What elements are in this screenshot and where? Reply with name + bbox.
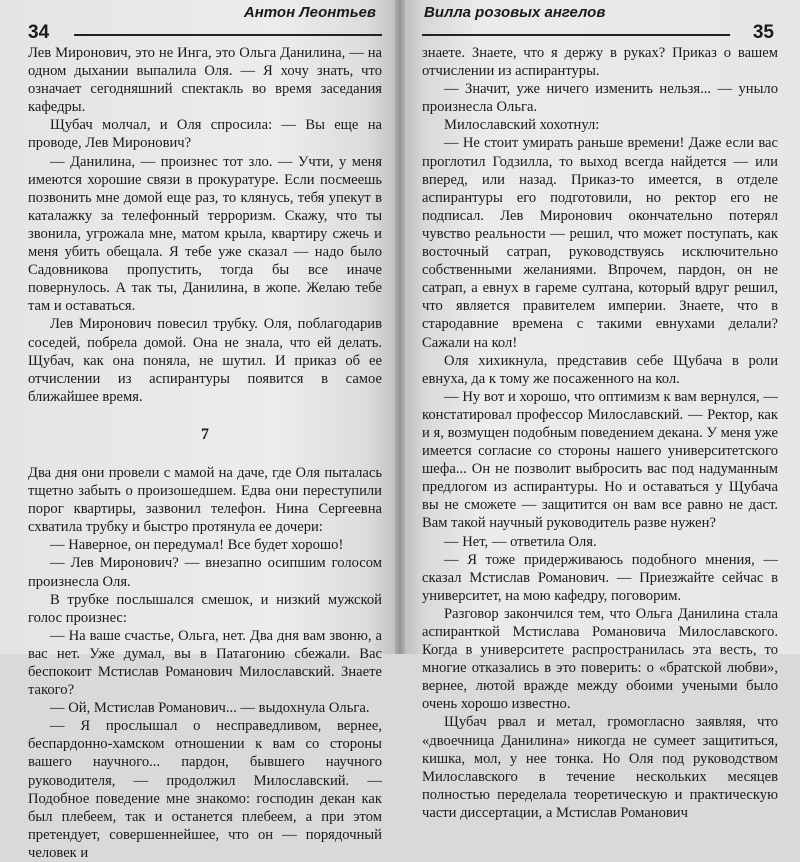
right-page-header bbox=[422, 0, 778, 44]
paragraph: — На ваше счастье, Ольга, нет. Два дня вам звоню, а вас нет. Уже думал, вы в Патагонию сбежали. Вас беспокоит Мстислав Романович Милославский. Знаете такого? bbox=[28, 627, 382, 699]
paragraph: — Значит, уже ничего изменить нельзя... — уныло произнесла Ольга. bbox=[422, 81, 778, 116]
paragraph: Щубач рвал и метал, громогласно заявляя, что «двоечница Данилина» никогда не сумеет защититься, кишка, мол, у нее тонка. Но Оля под руководством Милославского в течение нескольких месяцев полностью переделала теоретическую и практическую части диссертации, а Мстислав Романович bbox=[422, 714, 778, 821]
paragraph: В трубке послышался смешок, и низкий мужской голос произнес: bbox=[28, 591, 382, 626]
left-page bbox=[0, 0, 400, 861]
book-gutter bbox=[395, 0, 405, 654]
paragraph: знаете. Знаете, что я держу в руках? Приказ о вашем отчислении из аспирантуры. bbox=[422, 45, 778, 80]
running-head: Антон Леонтьев bbox=[243, 4, 376, 21]
paragraph: Разговор закончился тем, что Ольга Данилина стала аспиранткой Мстислава Романовича Милославского. Когда в университете распространилась эта весть, то многие отказались в это поверить: о «братской любви», вернее, лютой вражде между обоими учеными было очень хорошо известно. bbox=[422, 605, 778, 713]
paragraph: — Ну вот и хорошо, что оптимизм к вам вернулся, — констатировал профессор Милославский. — Ректор, как и я, возмущен подобным поведением декана. У меня уже имеется согласие со стороны нашего университетского шефа... Он не позволит выбросить вас под надуманным предлогом из аспирантуры. Но и оставаться у Щубача вы не сможете — защитится он вам все равно не даст. Вам такой научный руководитель разве нужен? bbox=[422, 388, 778, 532]
paragraph: — Ой, Мстислав Романович... — выдохнула Ольга. bbox=[50, 700, 370, 717]
paragraph: Оля хихикнула, представив себе Щубача в роли евнуха, да к тому же посаженного на кол. bbox=[422, 352, 778, 387]
left-page-header bbox=[28, 0, 382, 44]
paragraph: — Наверное, он передумал! Все будет хорошо! bbox=[50, 537, 344, 554]
paragraph: Милославский хохотнул: bbox=[444, 117, 600, 134]
paragraph: — Не стоит умирать раньше времени! Даже если вас проглотил Годзилла, то выход всегда найдется — или вперед, или назад. Приказ-то имеется, в отделе аспирантуры его подготовили, но ректор его не подписал. Лев Миронович окончательно потерял чувство реальности — решил, что может поступать, как восточный сатрап, руководствуясь исключительно собственными желаниями. Впрочем, пардон, он не сатрап, а евнух в гареме султана, который вдруг решил, что является правителем империи. Знаете, что в стародавние времена с такими евнухами делали? Сажали на кол! bbox=[422, 135, 778, 351]
right-page bbox=[400, 0, 800, 821]
header-rule bbox=[74, 34, 382, 36]
paragraph: — Данилина, — произнес тот зло. — Учти, у меня имеются хорошие связи в прокуратуре. Если посмеешь позвонить мне домой еще раз, то клянусь, тебя упекут в каталажку за телефонный терроризм. Скажу, что ты звонила, угрожала мне, матом крыла, квартиру сжечь и меня убить обещала. Я тебе уже сказал — надо было Садовникова пропустить, тогда бы все иначе повернулось. А так ты, Данилина, в жопе. Желаю тебе там и оставаться. bbox=[28, 153, 382, 315]
paragraph: — Нет, — ответила Оля. bbox=[444, 533, 597, 550]
chapter-number: 7 bbox=[201, 425, 209, 443]
paragraph: Лев Миронович повесил трубку. Оля, поблагодарив соседей, побрела домой. Она не знала, что ей делать. Щубач, как она поняла, не шутил. И приказ об ее отчислении из аспирантуры появится в самое ближайшее время. bbox=[28, 316, 382, 405]
right-page-body bbox=[422, 44, 778, 822]
header-rule bbox=[422, 34, 730, 36]
paragraph: Два дня они провели с мамой на даче, где Оля пыталась тщетно забыть о произошедшем. Едва они переступили порог квартиры, зазвонил телефон. Нина Сергеевна схватила трубку и быстро протянула ее дочери: bbox=[28, 464, 382, 536]
page-number: 34 bbox=[28, 22, 50, 43]
paragraph: Лев Миронович, это не Инга, это Ольга Данилина, — на одном дыхании выпалила Оля. — Я хочу знать, что означает сегодняшний спектакль во время заседания кафедры. bbox=[28, 45, 382, 116]
paragraph: — Лев Миронович? — внезапно осипшим голосом произнесла Оля. bbox=[28, 555, 382, 590]
paragraph: — Я тоже придерживаюсь подобного мнения, — сказал Мстислав Романович. — Приезжайте сейчас в университет, на мою кафедру, поговорим. bbox=[422, 551, 778, 604]
paragraph: Щубач молчал, и Оля спросила: — Вы еще на проводе, Лев Миронович? bbox=[28, 117, 382, 152]
left-page-body bbox=[28, 44, 382, 862]
running-head: Вилла розовых ангелов bbox=[424, 4, 606, 21]
paragraph: — Я прослышал о несправедливом, вернее, беспардонно-хамском отношении к вам со стороны вашего научного... пардон, бывшего научного руководителя, — продолжил Милославский. — Подобное поведение мне знакомо: господин декан как был плебеем, так и останется плебеем, а при этом претендует, совершеннейшее, что он — порядочный человек и bbox=[28, 718, 382, 861]
page-number: 35 bbox=[752, 22, 774, 43]
